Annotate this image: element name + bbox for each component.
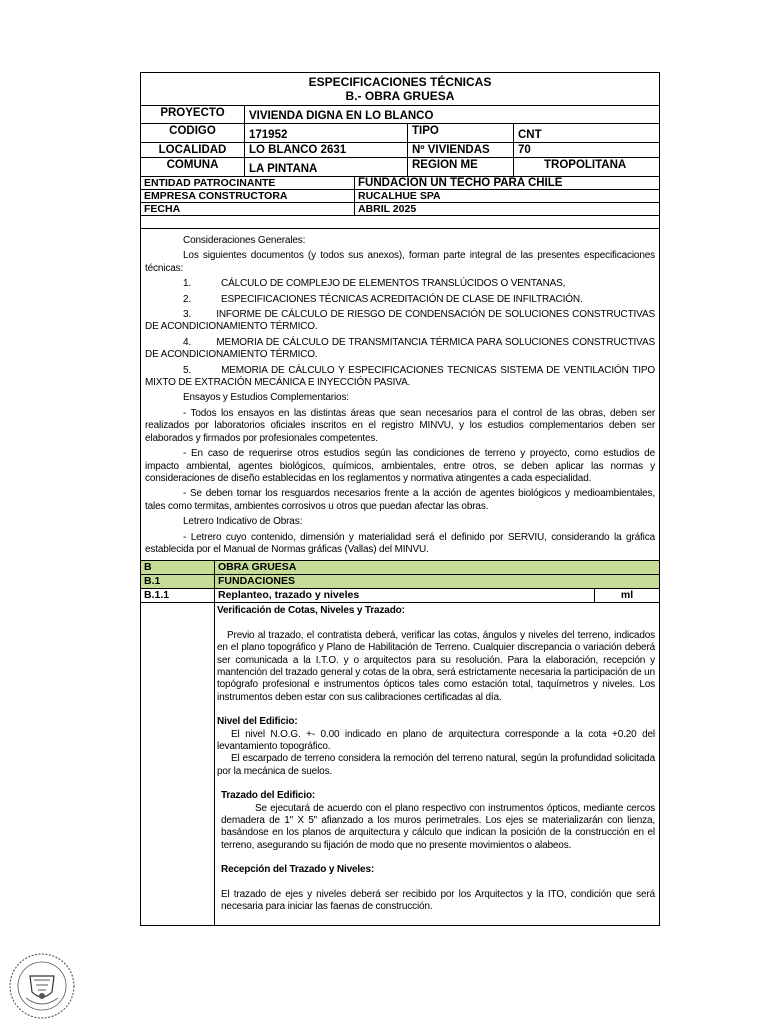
row-empresa <box>141 190 659 203</box>
section-b1-code: B.1 <box>141 575 215 588</box>
localidad-label: LOCALIDAD <box>141 143 245 157</box>
row-entidad <box>141 177 659 190</box>
empresa-value: RUCALHUE SPA <box>358 190 441 202</box>
row-proyecto <box>141 106 659 124</box>
section-b1-row <box>141 575 659 589</box>
tipo-value: CNT <box>518 129 542 141</box>
list-item: 4. MEMORIA DE CÁLCULO DE TRANSMITANCIA TÉRMICA PARA SOLUCIONES CONSTRUCTIVAS DE ACONDICIONAMIENTO TÉRMICO. <box>145 336 655 361</box>
verificacion-text: Previo al trazado, el contratista deberá, verificar las cotas, ángulos y niveles del terreno, indicados en el plano topográfico y Plano de Habilitación de Terreno. Cualquier discrepancia o variación deberá ser comunicada a la I.T.O. y o arquitectos para su resolución. Para la elaboración, recepción y mantención del trazado general y cotas de la obra, será estrictamente necesaria la participación de un topógrafo profesional e instrumentos ópticos tales como estación total, taquímetros y niveles. Los instrumentos deben estar con sus calibraciones certificadas al día. <box>217 629 655 703</box>
proyecto-value: VIVIENDA DIGNA EN LO BLANCO <box>249 110 434 122</box>
entidad-label: ENTIDAD PATROCINANTE <box>141 177 355 189</box>
trazado-heading: Trazado del Edificio: <box>221 790 316 802</box>
viviendas-label: Nº VIVIENDAS <box>408 143 514 157</box>
item-b11-label: Replanteo, trazado y niveles <box>215 589 595 602</box>
spacer-row <box>141 216 659 229</box>
list-item: 3. INFORME DE CÁLCULO DE RIESGO DE CONDENSACIÓN DE SOLUCIONES CONSTRUCTIVAS DE ACONDICIONAMIENTO TÉRMICO. <box>145 309 655 333</box>
ensayo-paragraph: - En caso de requerirse otros estudios según las condiciones de terreno y proyecto, como estudios de impacto ambiental, agentes biológicos, químicos, ambientales, entre otros, se deben aplicar las normas y consideraciones de diseño establecidas en los reglamentos y normativa atingentes a cada especialidad. <box>145 448 655 484</box>
list-item: 5. MEMORIA DE CÁLCULO Y ESPECIFICACIONES TECNICAS SISTEMA DE VENTILACIÓN TIPO MIXTO DE EXTRACIÓN MECÁNICA E INYECCIÓN PASIVA. <box>145 364 655 389</box>
item-b11-code: B.1.1 <box>141 589 215 602</box>
section-b-label: OBRA GRUESA <box>218 561 297 574</box>
verificacion-heading: Verificación de Cotas, Niveles y Trazado: <box>217 605 405 617</box>
empresa-label: EMPRESA CONSTRUCTORA <box>141 190 355 202</box>
title-line-2: B.- OBRA GRUESA <box>345 89 455 103</box>
general-heading: Consideraciones Generales: <box>183 235 306 246</box>
item-b11-content <box>141 603 659 925</box>
proyecto-label: PROYECTO <box>141 106 245 123</box>
viviendas-value: 70 <box>518 144 531 156</box>
title-line-1: ESPECIFICACIONES TÉCNICAS <box>308 75 492 89</box>
document-title <box>141 73 659 106</box>
recepcion-text: El trazado de ejes y niveles deberá ser recibido por los Arquitectos y la ITO, condición que será necesaria para iniciar las faenas de construcción. <box>221 888 655 913</box>
letrero-heading: Letrero Indicativo de Obras: <box>183 516 303 528</box>
region-label: REGION ME <box>408 158 514 176</box>
trazado-text: Se ejecutará de acuerdo con el plano respectivo con instrumentos ópticos, mediante cercos demadera de 1" X 5" afianzado a los muros perimetrales. Los ejes se materializarán con lienza, basándose en los planos de arquitectura y cálculo que indican la posición de la construcción en el terreno, asegurando su fijación de modo que no presente movimientos o alabeos. <box>221 802 655 851</box>
nivel-heading: Nivel del Edificio: <box>217 716 298 728</box>
row-codigo <box>141 124 659 143</box>
nivel-text-2: El escarpado de terreno considera la remoción del terreno natural, según la profundidad solicitada por la mecánica de suelos. <box>217 753 655 777</box>
spec-document <box>140 72 660 926</box>
letrero-paragraph: - Letrero cuyo contenido, dimensión y materialidad será el definido por SERVIU, considerando la gráfica establecida por el Manual de Normas gráficas (Vallas) del MINVU. <box>145 531 655 555</box>
codigo-label: CODIGO <box>141 124 245 142</box>
ensayo-paragraph: - Se deben tomar los resguardos necesarios frente a la acción de agentes biológicos y medioambientales, tales como termitas, ambientes corrosivos u otros que puedan afectar las obras. <box>145 488 655 512</box>
row-comuna <box>141 158 659 177</box>
section-b-row <box>141 560 659 575</box>
codigo-value: 171952 <box>245 124 408 142</box>
list-item: 1. CÁLCULO DE COMPLEJO DE ELEMENTOS TRANSLÚCIDOS O VENTANAS, <box>183 278 566 290</box>
row-localidad <box>141 143 659 158</box>
item-b11-unit: ml <box>620 589 634 602</box>
region-value: TROPOLITANA <box>544 159 627 171</box>
general-considerations <box>141 229 659 560</box>
row-fecha <box>141 203 659 216</box>
list-item: 2. ESPECIFICACIONES TÉCNICAS ACREDITACIÓN DE CLASE DE INFILTRACIÓN. <box>183 293 583 305</box>
general-intro: Los siguientes documentos (y todos sus anexos), forman parte integral de las presentes especificaciones técnicas: <box>145 250 655 274</box>
section-b1-label: FUNDACIONES <box>218 575 296 588</box>
section-b-code: B <box>141 561 215 574</box>
recepcion-heading: Recepción del Trazado y Niveles: <box>221 864 375 876</box>
fecha-value: ABRIL 2025 <box>358 203 417 215</box>
ensayo-paragraph: - Todos los ensayos en las distintas áreas que sean necesarios para el control de las obras, deben ser realizados por laboratorios oficiales inscritos en el registro MINVU, y los estudios complementarios deben ser elaborados y firmados por profesionales competentes. <box>145 407 655 444</box>
item-b11-row <box>141 589 659 603</box>
entidad-value: FUNDACION UN TECHO PARA CHILE <box>358 177 563 189</box>
tipo-label: TIPO <box>408 124 514 142</box>
fecha-label: FECHA <box>141 203 355 215</box>
comuna-value: LA PINTANA <box>245 158 408 176</box>
official-seal-icon <box>8 952 76 1020</box>
nivel-text-1: El nivel N.O.G. +- 0.00 indicado en plano de arquitectura corresponde a la cota +0.20 del levantamiento topográfico. <box>217 728 655 752</box>
localidad-value: LO BLANCO 2631 <box>245 143 408 157</box>
ensayos-heading: Ensayos y Estudios Complementarios: <box>183 392 349 404</box>
comuna-label: COMUNA <box>141 158 245 176</box>
